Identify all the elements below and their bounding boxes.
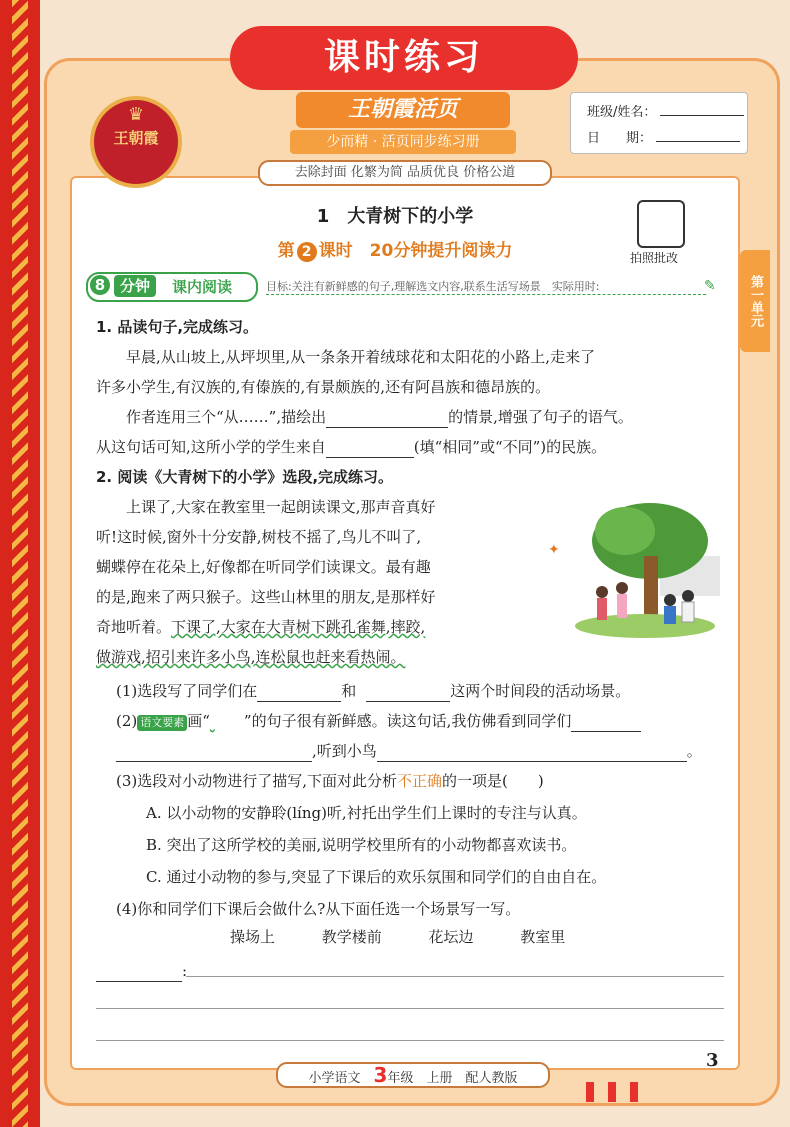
scene-choice-blank[interactable] <box>96 963 182 982</box>
child-figure <box>664 606 676 624</box>
q1-text: 从这句话可知,这所小学的学生来自 <box>96 438 326 456</box>
tree-canopy-highlight <box>595 507 655 555</box>
logo-text: 王朝霞 <box>113 129 159 147</box>
q2-sub2-line2 <box>116 736 702 766</box>
photo-grade-box[interactable] <box>637 200 685 248</box>
bar <box>586 1082 594 1102</box>
q1-blank-same-diff[interactable] <box>326 439 414 458</box>
lesson-sub-prefix: 第 <box>277 241 295 261</box>
footer-grade-number: 3 <box>373 1063 388 1087</box>
section-header <box>86 272 720 298</box>
q1-text: (填“相同”或“不同”)的民族。 <box>413 438 607 456</box>
q1-question-line2 <box>96 432 606 462</box>
butterfly-icon: ✦ <box>548 542 560 558</box>
writing-start <box>96 956 187 986</box>
option-b[interactable]: B. 突出了这所学校的美丽,说明学校里所有的小动物都喜欢读书。 <box>146 836 577 854</box>
section-label: 课内阅读 <box>172 278 233 296</box>
q2-passage-line: 的是,跑来了两只猴子。这些山林里的朋友,是那样好 <box>96 588 436 606</box>
tree-trunk <box>644 556 658 616</box>
q1-passage-line1: 早晨,从山坡上,从坪坝里,从一条条开着绒球花和太阳花的小路上,走来了 <box>96 348 596 366</box>
lesson-sub-suffix: 课时 20分钟提升阅读力 <box>318 241 513 261</box>
lesson-title: 1 大青树下的小学 <box>316 206 474 227</box>
red-spine <box>0 0 40 1127</box>
q2-blank-time2[interactable] <box>366 683 450 702</box>
tree-illustration <box>540 496 730 646</box>
q2-text: 的一项是( ) <box>442 772 544 790</box>
q1-passage-line2: 许多小学生,有汉族的,有傣族的,有景颇族的,还有阿昌族和德昂族的。 <box>96 378 551 396</box>
q2-blank-see2[interactable] <box>116 743 312 762</box>
q2-passage-line: 上课了,大家在教室里一起朗读课文,那声音真好 <box>96 498 436 516</box>
child-figure <box>616 582 628 594</box>
child-figure <box>617 594 627 618</box>
footer-grade: 年级 上册 配人教版 <box>387 1071 518 1086</box>
brand-logo <box>90 96 182 188</box>
section-minutes-number: 8 <box>90 275 110 295</box>
q2-text: 奇地听着。 <box>96 618 172 636</box>
section-minutes-label: 分钟 <box>114 275 156 297</box>
q2-passage-line <box>96 612 425 642</box>
q2-sub1 <box>116 676 630 706</box>
section-goal: 目标:关注有新鲜感的句子,理解选文内容,联系生活写场景 实际用时: <box>266 278 706 295</box>
bar <box>608 1082 616 1102</box>
section-pill <box>86 272 258 302</box>
title-banner: 课时练习 <box>230 26 578 90</box>
q1-text: 的情景,增强了句子的语气。 <box>448 408 633 426</box>
footer-bars <box>586 1082 652 1106</box>
date-row <box>587 127 740 146</box>
writing-line[interactable] <box>96 1040 724 1041</box>
class-name-label: 班级/姓名： <box>587 105 657 120</box>
q2-text: ,听到小鸟 <box>312 742 377 760</box>
wavy-line-sample <box>210 706 244 736</box>
bar <box>630 1082 638 1102</box>
q2-text: 这两个时间段的活动场景。 <box>450 682 631 700</box>
photo-grade-label: 拍照批改 <box>630 251 679 265</box>
q2-sub3 <box>116 766 544 796</box>
child-figure <box>664 594 676 606</box>
option-c[interactable]: C. 通过小动物的参与,突显了下课后的欢乐氛围和同学们的自由自在。 <box>146 868 607 886</box>
writing-line[interactable] <box>96 1008 724 1009</box>
child-figure <box>682 590 694 602</box>
language-element-tag: 语文要素 <box>137 715 187 731</box>
q2-sub2 <box>116 706 641 736</box>
q2-text: 和 <box>341 682 357 700</box>
option-a[interactable]: A. 以小动物的安静聆(líng)听,衬托出学生们上课时的专注与认真。 <box>146 804 587 822</box>
writing-line[interactable] <box>186 976 724 977</box>
scene-options: 操场上 教学楼前 花坛边 教室里 <box>230 928 566 946</box>
q2-text: (2) <box>116 712 138 730</box>
date-field[interactable] <box>656 127 740 142</box>
child-figure <box>597 598 607 620</box>
q2-blank-time1[interactable] <box>257 683 341 702</box>
q2-passage-line: 蝴蝶停在花朵上,好像都在听同学们读课文。最有趣 <box>96 558 431 576</box>
brand-subtitle: 少而精 · 活页同步练习册 <box>290 130 516 154</box>
page-number: 3 <box>706 1050 719 1071</box>
crown-icon: ♛ <box>127 104 145 125</box>
unit-side-tab: 第一单元 <box>740 250 770 352</box>
q2-passage-line: 听!这时候,窗外十分安静,树枝不摇了,鸟儿不叫了, <box>96 528 422 546</box>
q1-title: 1. 品读句子,完成练习。 <box>96 318 259 336</box>
lesson-number-badge: 2 <box>297 242 317 262</box>
footer-badge <box>276 1062 550 1088</box>
spine-pattern <box>12 0 28 1127</box>
q1-text: 作者连用三个“从……”,描绘出 <box>96 408 327 426</box>
child-figure <box>682 602 694 622</box>
colon: : <box>182 962 188 980</box>
q2-underlined-text: 下课了,大家在大青树下跳孔雀舞,摔跤, <box>171 618 426 636</box>
q2-blank-hear[interactable] <box>377 743 687 762</box>
q2-title: 2. 阅读《大青树下的小学》选段,完成练习。 <box>96 468 394 486</box>
q2-text: (1)选段写了同学们在 <box>116 682 258 700</box>
pencil-icon: ✎ <box>704 278 716 294</box>
footer-subject: 小学语文 <box>308 1071 361 1086</box>
q2-blank-see1[interactable] <box>571 713 641 732</box>
q2-text: 画“ <box>187 712 210 730</box>
class-name-row <box>587 101 744 120</box>
q2-sub4: (4)你和同学们下课后会做什么?从下面任选一个场景写一写。 <box>116 900 521 918</box>
q2-underlined-text: 做游戏,招引来许多小鸟,连松鼠也赶来看热闹。 <box>96 648 406 666</box>
q2-text: ”的句子很有新鲜感。读这句话,我仿佛看到同学们 <box>243 712 572 730</box>
slogan: 去除封面 化繁为简 品质优良 价格公道 <box>258 160 552 186</box>
child-figure <box>596 586 608 598</box>
q1-blank-scene[interactable] <box>326 409 448 428</box>
q2-text: (3)选段对小动物进行了描写,下面对此分析 <box>116 772 398 790</box>
date-label: 日 期： <box>587 131 653 146</box>
q2-passage-line <box>96 642 406 672</box>
q2-text: 。 <box>686 742 702 760</box>
class-name-field[interactable] <box>660 101 744 116</box>
student-info-box <box>570 92 748 154</box>
brand-title: 王朝霞活页 <box>296 92 510 128</box>
incorrect-emphasis: 不正确 <box>397 772 443 790</box>
q1-question-line1 <box>96 402 633 432</box>
